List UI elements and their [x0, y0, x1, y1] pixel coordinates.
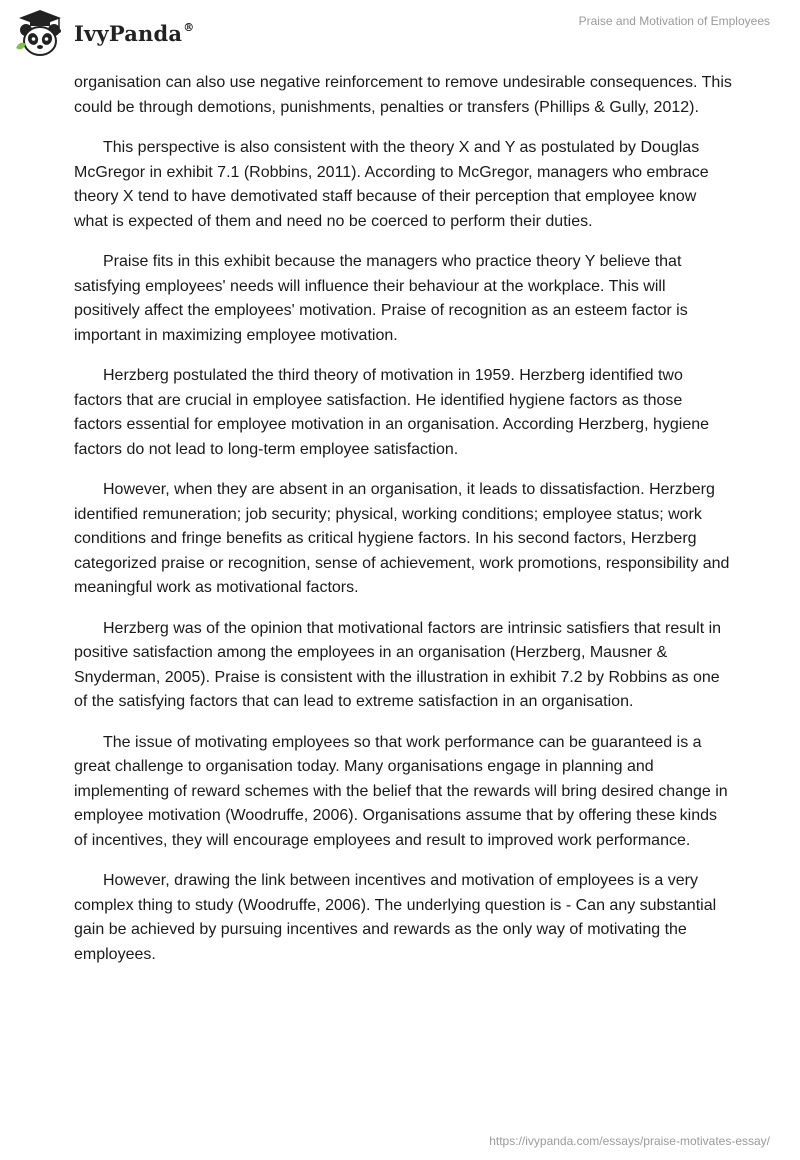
paragraph: The issue of motivating employees so that work performance can be guaranteed is a great challenge to organisation today. Many organisations engage in planning and implementing of reward schemes with the belief that the rewards will bring desired change in employee motivation (Woodruffe, 2006). Organisations assume that by offering these kinds of incentives, they will encourage employees and result to improved work performance. [74, 733, 728, 849]
paragraph: However, drawing the link between incentives and motivation of employees is a very complex thing to study (Woodruffe, 2006). The underlying question is - Can any substantial gain be achieved by pursuing incentives and rewards as the only way of motivating the employees. [74, 872, 717, 963]
essay-body [74, 71, 734, 983]
registered-mark: ® [183, 20, 195, 34]
document-title: Praise and Motivation of Employees [578, 14, 770, 28]
brand-logo[interactable] [14, 8, 194, 58]
paragraph: Herzberg postulated the third theory of motivation in 1959. Herzberg identified two factors that are crucial in employee satisfaction. He identified hygiene factors as those factors essential for employee motivation in an organisation. According Herzberg, hygiene factors do not lead to long-term employee satisfaction. [74, 367, 710, 458]
footer-source-url[interactable]: https://ivypanda.com/essays/praise-motivates-essay/ [489, 1134, 770, 1148]
paragraph: This perspective is also consistent with the theory X and Y as postulated by Douglas McGregor in exhibit 7.1 (Robbins, 2011). According to McGregor, managers who embrace theory X tend to have demotivated staff because of their perception that employee know what is expected of them and need no be coerced to perform their duties. [74, 139, 709, 230]
page-header [0, 0, 800, 70]
panda-graduate-logo-icon [14, 8, 66, 58]
paragraph: Herzberg was of the opinion that motivational factors are intrinsic satisfiers that result in positive satisfaction among the employees in an organisation (Herzberg, Mausner & Snyderman, 2005). Praise is consistent with the illustration in exhibit 7.2 by Robbins as one of the satisfying factors that can lead to extreme satisfaction in an organisation. [74, 619, 722, 710]
paragraph: However, when they are absent in an organisation, it leads to dissatisfaction. Herzberg identified remuneration; job security; physical, working conditions; employee status; work conditions and fringe benefits as critical hygiene factors. In his second factors, Herzberg categorized praise or recognition, sense of achievement, work promotions, responsibility and meaningful work as motivational factors. [74, 481, 730, 596]
paragraph: Praise fits in this exhibit because the managers who practice theory Y believe that satisfying employees' needs will influence their behaviour at the workplace. This will positively affect the employees' motivation. Praise of recognition as an esteem factor is important in maximizing employee motivation. [74, 253, 688, 344]
brand-name: IvyPanda® [74, 20, 195, 46]
paragraph: organisation can also use negative reinforcement to remove undesirable consequences. This could be through demotions, punishments, penalties or transfers (Phillips & Gully, 2012). [74, 74, 732, 116]
